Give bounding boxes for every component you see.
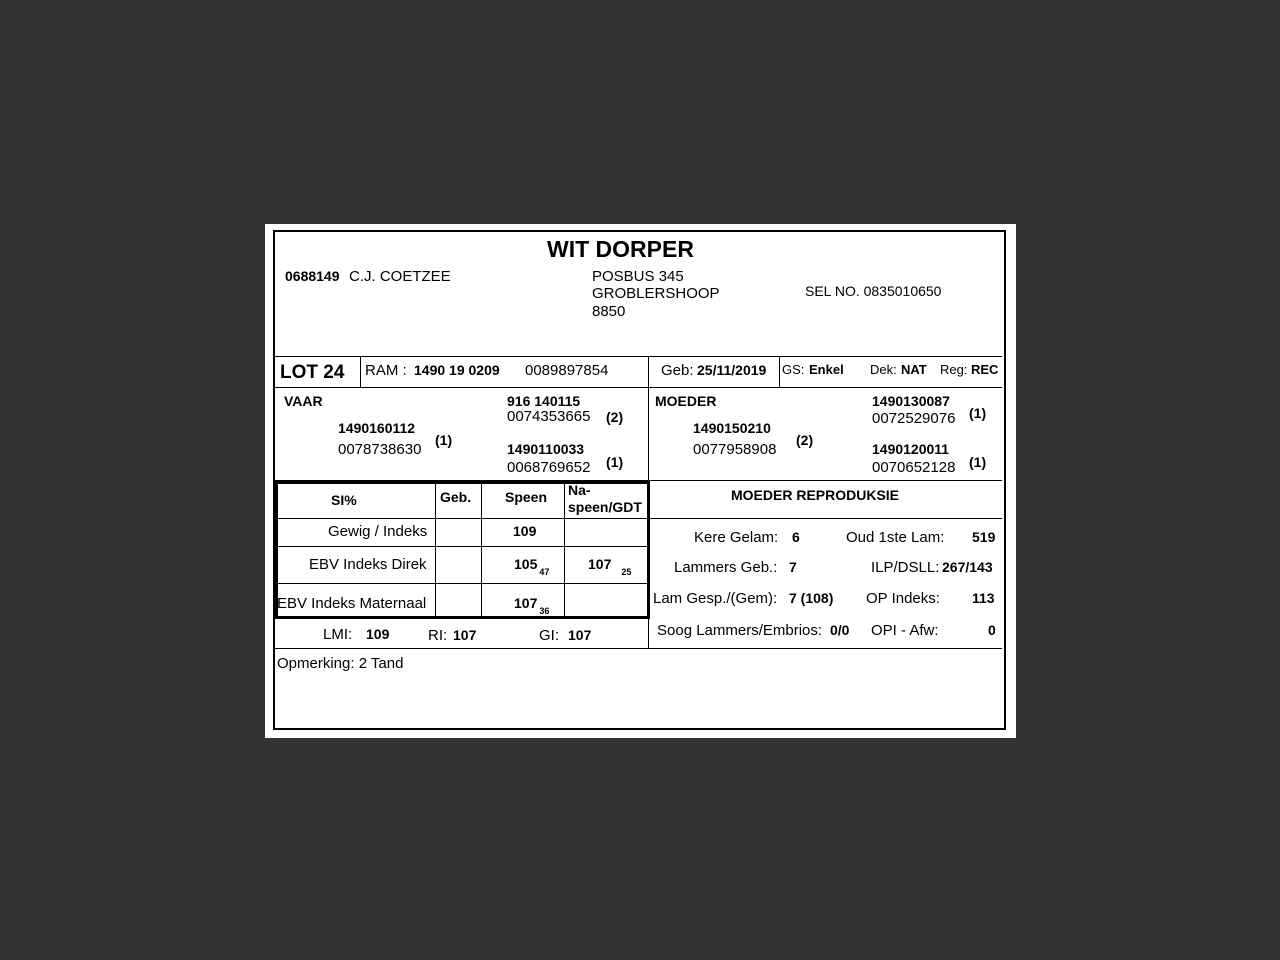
geb-label: Geb: — [661, 362, 694, 379]
table-cell-speen — [514, 556, 549, 575]
moeder-gdam-id: 1490120011 — [872, 441, 950, 457]
vaar-sire-id: 1490160112 — [338, 420, 416, 436]
lot-number: LOT 24 — [280, 362, 345, 383]
lmi-label: LMI: — [323, 626, 353, 643]
gs-label: GS: — [782, 362, 805, 377]
lammers-geb-value: 7 — [789, 559, 797, 575]
vaar-sire-count: (1) — [435, 432, 453, 448]
table-row-label: EBV Indeks Maternaal — [277, 595, 427, 612]
gs-value: Enkel — [809, 362, 844, 377]
moeder-dam-id: 1490150210 — [693, 420, 771, 436]
page-title: WIT DORPER — [547, 236, 694, 262]
si-header: SI% — [331, 492, 357, 508]
si-table-row-line — [278, 518, 647, 519]
dek-value: NAT — [901, 362, 927, 377]
moeder-gdam-code: 0070652128 — [872, 459, 956, 476]
si-table-row-line — [278, 583, 647, 584]
table-cell-naspeen — [588, 556, 631, 575]
lmi-value: 109 — [366, 626, 390, 642]
naspeen-subscript: 25 — [621, 567, 632, 577]
reg-value: REC — [971, 362, 999, 377]
reproduksie-title: MOEDER REPRODUKSIE — [731, 487, 900, 503]
geb-value: 25/11/2019 — [697, 362, 767, 378]
naspeen-value: 107 — [588, 556, 612, 572]
moeder-label: MOEDER — [655, 393, 717, 409]
divider-lot-ram — [360, 356, 361, 388]
geb-header: Geb. — [440, 489, 472, 505]
op-value: 113 — [972, 590, 995, 606]
divider-geb-gs — [779, 356, 780, 388]
oud-value: 519 — [972, 529, 996, 545]
opi-label: OPI - Afw: — [871, 622, 939, 639]
reg-label: Reg: — [940, 362, 968, 377]
address-line-1: POSBUS 345 — [592, 268, 684, 285]
moeder-gsire-count: (1) — [969, 405, 987, 421]
table-cell-speen — [514, 595, 549, 614]
moeder-gsire-code: 0072529076 — [872, 410, 956, 427]
vaar-gsire-code: 0074353665 — [507, 408, 591, 425]
vaar-gdam-code: 0068769652 — [507, 459, 591, 476]
naspeen-header-line-2: speen/GDT — [568, 499, 642, 515]
soog-value: 0/0 — [830, 622, 850, 638]
moeder-gdam-count: (1) — [969, 454, 987, 470]
ri-label: RI: — [428, 627, 448, 644]
table-row-label: Gewig / Indeks — [328, 523, 428, 540]
moeder-dam-code: 0077958908 — [693, 441, 777, 458]
vaar-label: VAAR — [284, 393, 323, 409]
speen-header: Speen — [505, 489, 548, 505]
speen-subscript: 47 — [539, 567, 550, 577]
opmerking-note: Opmerking: 2 Tand — [277, 655, 404, 672]
table-cell-speen: 109 — [513, 523, 537, 539]
vaar-gsire-id: 916 140115 — [507, 393, 581, 409]
si-table-col-line — [435, 484, 436, 616]
lam-gesp-value: 7 (108) — [789, 590, 834, 606]
soog-label: Soog Lammers/Embrios: — [657, 622, 823, 639]
moeder-dam-count: (2) — [796, 432, 814, 448]
speen-value: 107 — [514, 595, 538, 611]
lam-gesp-label: Lam Gesp./(Gem): — [653, 590, 778, 607]
opi-value: 0 — [988, 622, 996, 638]
owner-code: 0688149 — [285, 268, 340, 284]
address-line-2: GROBLERSHOOP — [592, 285, 720, 302]
moeder-gsire-id: 1490130087 — [872, 393, 950, 409]
divider-header-bottom — [275, 356, 1002, 357]
ram-code: 0089897854 — [525, 362, 609, 379]
divider-indices-bottom — [275, 648, 1002, 649]
kere-gelam-label: Kere Gelam: — [694, 529, 779, 546]
ri-value: 107 — [453, 627, 477, 643]
si-table-top — [275, 481, 650, 484]
kere-gelam-value: 6 — [792, 529, 800, 545]
ilp-label: ILP/DSLL: — [871, 559, 940, 576]
ilp-value: 267/143 — [942, 559, 993, 575]
gi-value: 107 — [568, 627, 592, 643]
table-row-label: EBV Indeks Direk — [309, 556, 427, 573]
naspeen-header-line-1: Na- — [568, 482, 591, 498]
si-table-bottom — [275, 616, 650, 619]
ram-label: RAM : — [365, 362, 407, 379]
oud-label: Oud 1ste Lam: — [846, 529, 945, 546]
sel-no: SEL NO. 0835010650 — [805, 283, 942, 299]
vaar-gdam-count: (1) — [606, 454, 624, 470]
vaar-gsire-count: (2) — [606, 409, 624, 425]
si-table-right — [647, 481, 650, 619]
divider-repro-title-bottom — [649, 518, 1002, 519]
speen-value: 105 — [514, 556, 538, 572]
speen-subscript: 36 — [539, 606, 550, 616]
ram-number: 1490 19 0209 — [414, 362, 500, 378]
gi-label: GI: — [539, 627, 560, 644]
si-table-row-line — [278, 546, 647, 547]
lammers-geb-label: Lammers Geb.: — [674, 559, 778, 576]
vaar-sire-code: 0078738630 — [338, 441, 422, 458]
si-table-col-line — [564, 484, 565, 616]
divider-lot-bottom — [275, 387, 1002, 388]
vaar-gdam-id: 1490110033 — [507, 441, 585, 457]
op-label: OP Indeks: — [866, 590, 940, 607]
address-line-3: 8850 — [592, 303, 626, 320]
si-table-col-line — [481, 484, 482, 616]
dek-label: Dek: — [870, 362, 897, 377]
owner-name: C.J. COETZEE — [349, 268, 451, 285]
